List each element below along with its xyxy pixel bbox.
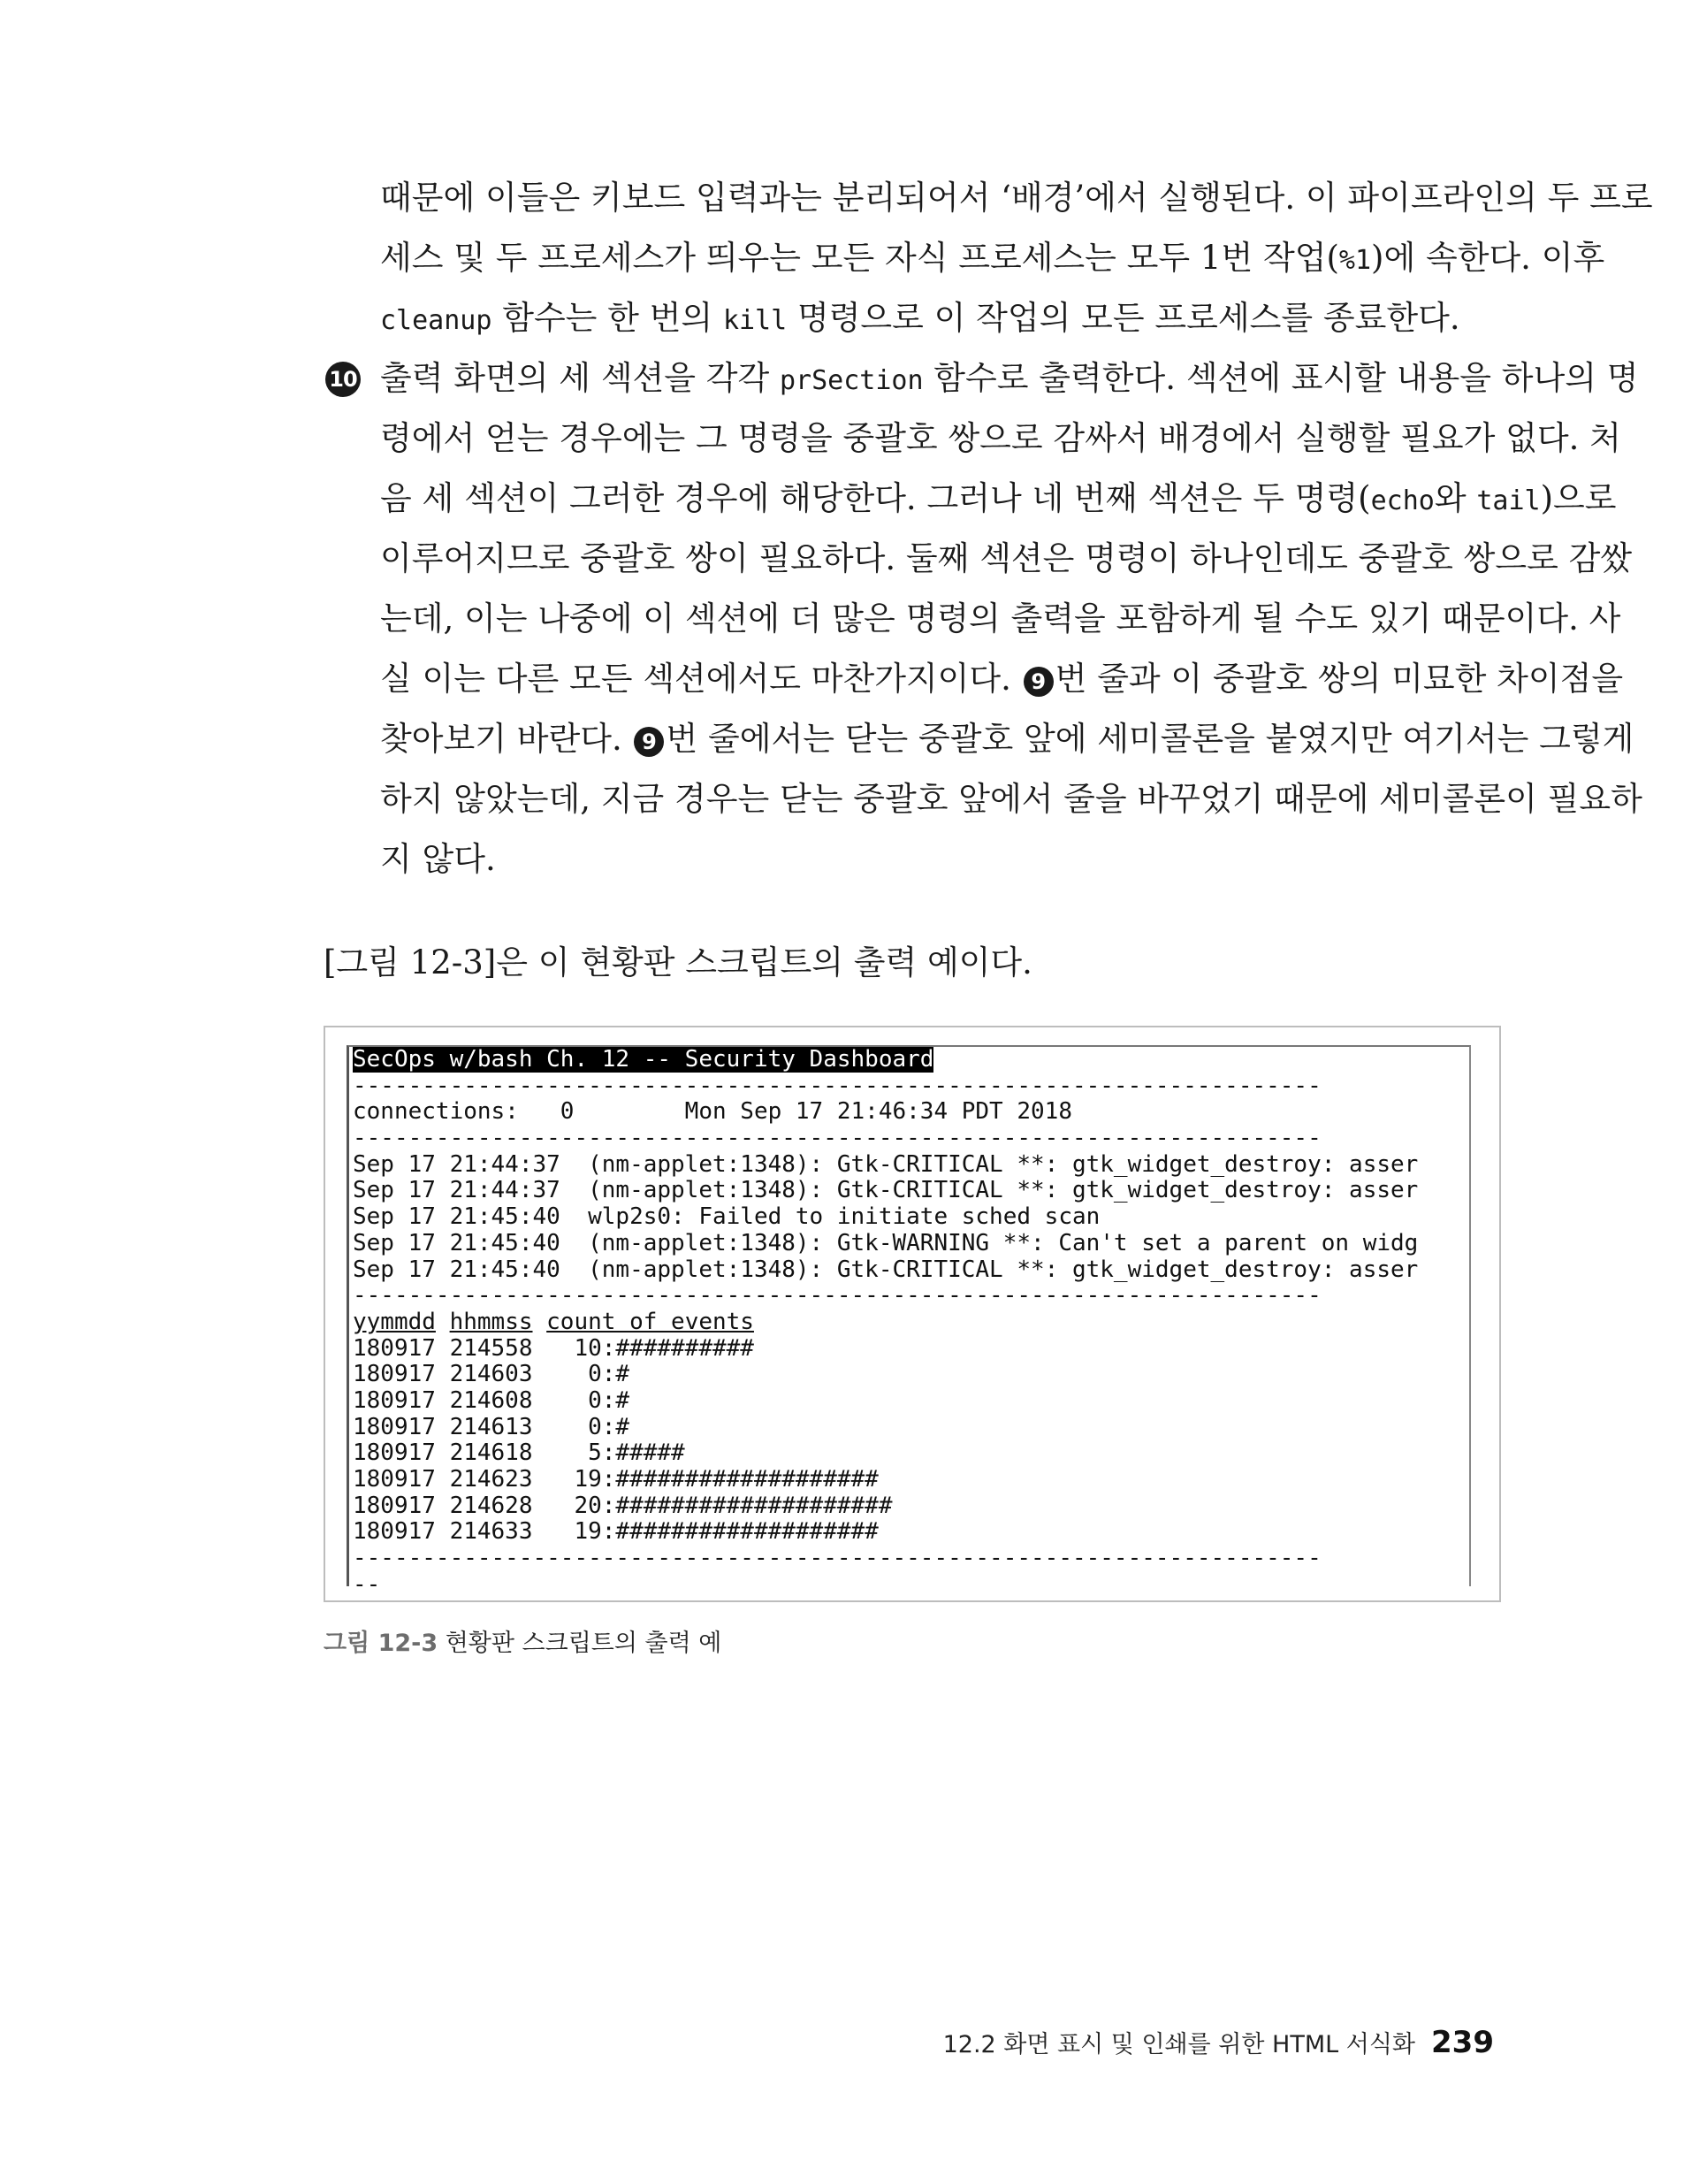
paragraph-continuation <box>380 168 1653 348</box>
dashboard-title: SecOps w/bash Ch. 12 -- Security Dashboard <box>353 1046 934 1073</box>
text: 세스 및 두 프로세스가 띄우는 모든 자식 프로세스는 모두 1번 작업( <box>380 239 1339 277</box>
text-line <box>380 709 1634 769</box>
line-reference-marker: 9 <box>634 727 664 757</box>
connections-line: connections: 0 Mon Sep 17 21:46:34 PDT 2018 <box>353 1098 1072 1126</box>
header-date: yymmdd <box>353 1308 436 1335</box>
text-line <box>380 168 1653 228</box>
event-row: 180917 214628 20:#################### <box>353 1492 893 1519</box>
text: 번 줄에서는 닫는 중괄호 앞에 세미콜론을 붙였지만 여기서는 그렇게 <box>666 720 1634 758</box>
header-count: count of events <box>546 1308 754 1335</box>
text: 는데, 이는 나중에 이 섹션에 더 많은 명령의 출력을 포함하게 될 수도 있기 때문이다. 사 <box>380 599 1621 638</box>
figure-12-3 <box>324 1026 1501 1602</box>
text-line <box>380 409 1621 469</box>
event-row: 180917 214558 10:########## <box>353 1334 754 1362</box>
caption-text: 현황판 스크립트의 출력 예 <box>438 1630 722 1657</box>
separator-line: ---------------------------------------------------------------------- <box>353 1072 1322 1099</box>
numbered-item-10 <box>329 348 1642 890</box>
text: 와 <box>1434 479 1477 517</box>
inline-code: cleanup <box>380 305 492 336</box>
text: 이루어지므로 중괄호 쌍이 필요하다. 둘째 섹션은 명령이 하나인데도 중괄호 쌍으로 감쌌 <box>380 539 1633 577</box>
event-row: 180917 214633 19:################### <box>353 1518 879 1546</box>
text: 령에서 얻는 경우에는 그 명령을 중괄호 쌍으로 감싸서 배경에서 실행할 필요가 없다. 처 <box>380 419 1621 457</box>
terminal-screenshot <box>347 1045 1471 1586</box>
text-line <box>380 348 1639 409</box>
log-line: Sep 17 21:45:40 (nm-applet:1348): Gtk-WARNING **: Can't set a parent on widg <box>353 1229 1419 1256</box>
text: 음 세 섹션이 그러한 경우에 해당한다. 그러나 네 번째 섹션은 두 명령( <box>380 479 1371 517</box>
text: 하지 않았는데, 지금 경우는 닫는 중괄호 앞에서 줄을 바꾸었기 때문에 세미콜론이 필요하 <box>380 780 1642 818</box>
figure-number: 그림 12-3 <box>324 1630 438 1657</box>
separator-line: ---------------------------------------------------------------------- <box>353 1282 1322 1310</box>
text: 함수는 한 번의 <box>491 299 723 337</box>
text-line <box>380 829 1512 890</box>
log-line: Sep 17 21:44:37 (nm-applet:1348): Gtk-CRITICAL **: gtk_widget_destroy: asser <box>353 1177 1419 1204</box>
text: 실 이는 다른 모든 섹션에서도 마찬가지이다. <box>380 660 1022 698</box>
log-line: Sep 17 21:45:40 wlp2s0: Failed to initiate sched scan <box>353 1203 1101 1231</box>
separator-line: ---------------------------------------------------------------------- <box>353 1125 1322 1152</box>
text: 명령으로 이 작업의 모든 프로세스를 종료한다. <box>787 299 1460 337</box>
inline-code: %1 <box>1338 245 1372 276</box>
text: 찾아보기 바란다. <box>380 720 633 758</box>
text-line <box>380 288 1512 348</box>
inline-code: tail <box>1476 485 1541 516</box>
terminal-title-line <box>349 1047 1469 1073</box>
text-line <box>380 469 1617 529</box>
text: 지 않다. <box>380 840 496 878</box>
terminal-tail: -- <box>353 1570 381 1586</box>
log-line: Sep 17 21:45:40 (nm-applet:1348): Gtk-CRITICAL **: gtk_widget_destroy: asser <box>353 1256 1419 1283</box>
separator-line: ---------------------------------------------------------------------- <box>353 1545 1322 1572</box>
inline-code: kill <box>722 305 788 336</box>
text: )으로 <box>1540 479 1617 517</box>
page-number: 239 <box>1431 2025 1494 2060</box>
log-line: Sep 17 21:44:37 (nm-applet:1348): Gtk-CRITICAL **: gtk_widget_destroy: asser <box>353 1150 1419 1178</box>
figure-intro-sentence: [그림 12-3]은 이 현황판 스크립트의 출력 예이다. <box>324 943 1032 981</box>
item-number-marker: 10 <box>325 362 361 397</box>
text-line <box>380 529 1633 589</box>
running-section-title: 12.2 화면 표시 및 인쇄를 위한 HTML 서식화 <box>942 2031 1416 2058</box>
line-reference-marker: 9 <box>1024 667 1054 697</box>
figure-caption <box>324 1623 721 1658</box>
text: 번 줄과 이 중괄호 쌍의 미묘한 차이점을 <box>1055 660 1624 698</box>
inline-code: echo <box>1370 485 1435 516</box>
event-row: 180917 214608 0:# <box>353 1386 630 1414</box>
event-row: 180917 214623 19:################### <box>353 1466 879 1493</box>
header-time: hhmmss <box>449 1308 533 1335</box>
inline-code: prSection <box>779 365 924 396</box>
text-line <box>380 589 1621 649</box>
event-row: 180917 214613 0:# <box>353 1413 630 1440</box>
text-line <box>380 649 1624 709</box>
text-line <box>380 228 1605 288</box>
text: )에 속한다. 이후 <box>1371 239 1605 277</box>
text: 때문에 이들은 키보드 입력과는 분리되어서 ‘배경’에서 실행된다. 이 파이프라인의 두 프로 <box>380 179 1653 217</box>
event-row: 180917 214603 0:# <box>353 1361 630 1388</box>
text: 함수로 출력한다. 섹션에 표시할 내용을 하나의 명 <box>923 359 1639 397</box>
text: 출력 화면의 세 섹션을 각각 <box>380 359 780 397</box>
event-row: 180917 214618 5:##### <box>353 1439 685 1467</box>
events-header-line <box>349 1310 1469 1336</box>
text-line <box>380 769 1642 829</box>
page-footer <box>943 2025 1494 2060</box>
